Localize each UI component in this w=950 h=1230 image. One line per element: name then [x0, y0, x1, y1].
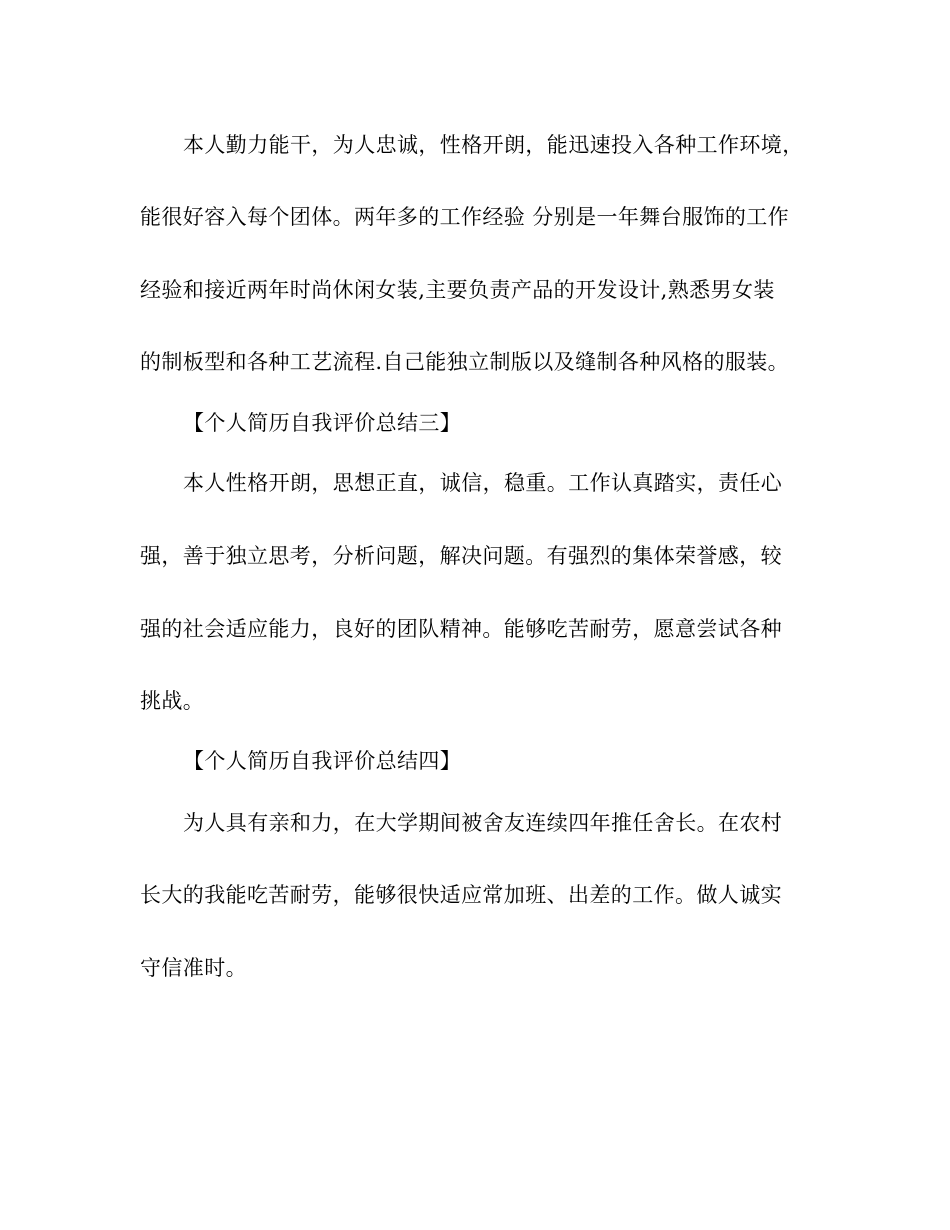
paragraph-1-line-4: 的制板型和各种工艺流程.自己能独立制版以及缝制各种风格的服装。: [140, 350, 790, 374]
paragraph-1-line-3: 经验和接近两年时尚休闲女装,主要负责产品的开发设计,熟悉男女装: [140, 278, 775, 302]
paragraph-3-line-3: 守信准时。: [140, 956, 247, 980]
paragraph-1-line-2: 能很好容入每个团体。两年多的工作经验 分别是一年舞台服饰的工作: [140, 205, 790, 229]
paragraph-2-line-2: 强，善于独立思考，分析问题，解决问题。有强烈的集体荣誉感，较: [140, 544, 782, 568]
paragraph-3-line-2: 长大的我能吃苦耐劳，能够很快适应常加班、出差的工作。做人诚实: [140, 883, 782, 907]
section-heading-3: 【个人简历自我评价总结三】: [183, 411, 462, 435]
paragraph-2-line-4: 挑战。: [140, 689, 205, 713]
paragraph-1-line-1: 本人勤力能干，为人忠诚，性格开朗，能迅速投入各种工作环境，: [183, 133, 804, 157]
paragraph-2-line-3: 强的社会适应能力，良好的团队精神。能够吃苦耐劳，愿意尝试各种: [140, 617, 782, 641]
paragraph-3-line-1: 为人具有亲和力，在大学期间被舍友连续四年推任舍长。在农村: [183, 811, 783, 835]
section-heading-4: 【个人简历自我评价总结四】: [183, 749, 462, 773]
paragraph-2-line-1: 本人性格开朗，思想正直，诚信，稳重。工作认真踏实，责任心: [183, 471, 783, 495]
